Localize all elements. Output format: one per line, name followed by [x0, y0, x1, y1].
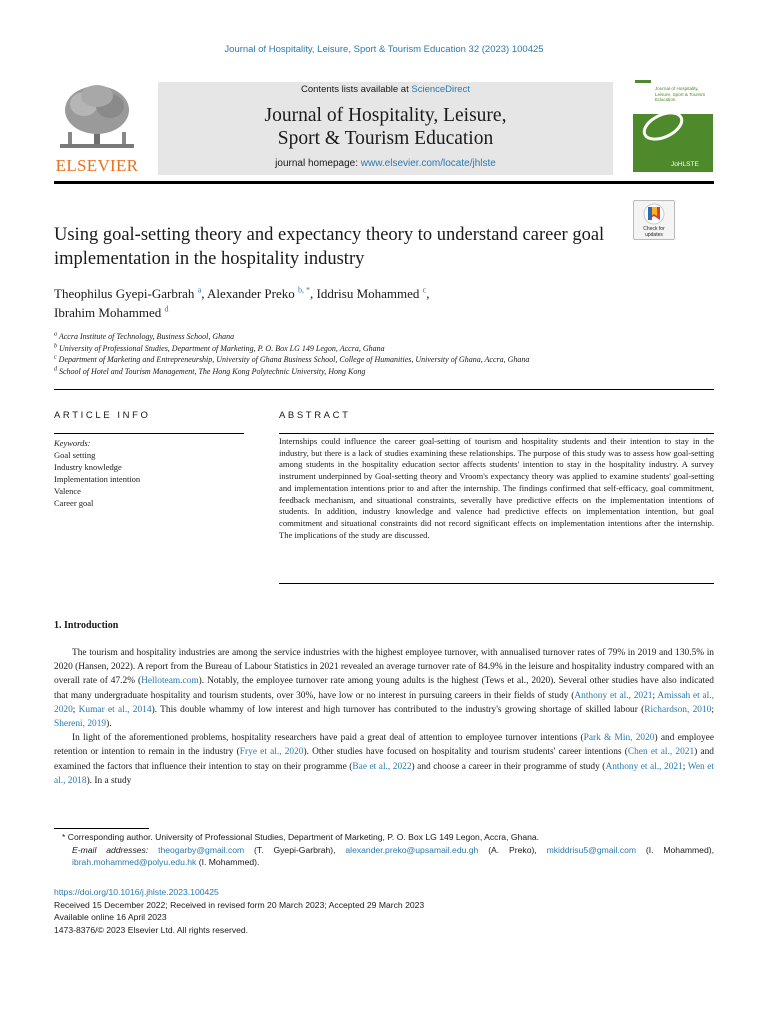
abstract-text: Internships could influence the career goal-setting of tourism and hospitality students and their intention to stay in the industry, but there is a lack of studies examining these relationships. The purpose of this study was to assess how goal-setting among students in the hospitality education sector affects students' intention to stay in the hospitality industry. A survey instrument underpinned by Goal-setting theory and Vroom's expectancy theory was applied to examine students' goal-setting and implementation intentions prior to and after the internship. The findings confirmed that self-efficacy, goal commitment, feedback mechanism, and situational constraints, severally have predictive effects on the implementation intentions of students. In addition, industry knowledge and valence had predictive effects on implementation intention, but goal commitment and situational constraints did not record significant effects on implementation intentions after the internship. The implications of the study are discussed.	[279, 436, 714, 540]
author-affiliation-marker[interactable]: a	[197, 285, 202, 295]
email-label: E-mail addresses:	[72, 844, 159, 855]
affiliation-text: Department of Marketing and Entrepreneurship, University of Ghana Business School, College of Humanities, University of Ghana, Accra, Ghana	[58, 355, 530, 364]
author-affiliation-marker[interactable]: d	[164, 304, 169, 314]
citation-link[interactable]: Anthony et al., 2021	[605, 761, 683, 772]
affiliation-item	[54, 354, 654, 366]
affiliation-key: a	[54, 331, 57, 338]
affiliation-item	[54, 331, 654, 343]
available-online: Available online 16 April 2023	[54, 912, 167, 923]
affiliation-text: Accra Institute of Technology, Business School, Ghana	[58, 332, 235, 341]
affiliation-rule	[54, 389, 714, 390]
citation-link[interactable]: Park & Min, 2020	[583, 733, 655, 744]
affiliation-item	[54, 343, 654, 355]
email-link[interactable]: theogarby@gmail.com	[158, 844, 245, 855]
keyword-item: Career goal	[54, 498, 94, 508]
received-dates: Received 15 December 2022; Received in revised form 20 March 2023; Accepted 29 March 2023	[54, 899, 425, 910]
copyright: 1473-8376/© 2023 Elsevier Ltd. All rights reserved.	[54, 924, 249, 935]
email-link[interactable]: mkiddrisu5@gmail.com	[546, 844, 637, 855]
citation-link[interactable]: Amissah et al., 2020	[54, 690, 714, 715]
email-link[interactable]: ibrah.mohammed@polyu.edu.hk	[72, 857, 197, 868]
keyword-item: Valence	[54, 486, 81, 496]
citation-link[interactable]: Shereni, 2019	[54, 719, 107, 730]
elsevier-wordmark: ELSEVIER	[55, 156, 139, 175]
author-list: Theophilus Gyepi-Garbrah $^a$, Alexander Preko $^{b, *}$, Iddrisu Mohammed $^c$, Ibrahim Mohammed $^d$	[54, 285, 430, 320]
article-title: Using goal-setting theory and expectancy theory to understand career goal implementation in the hospitality industry	[54, 225, 605, 269]
journal-citation[interactable]: Journal of Hospitality, Leisure, Sport & Tourism Education 32 (2023) 100425	[224, 44, 544, 55]
check-updates-icon	[634, 201, 674, 227]
contents-line	[158, 84, 613, 95]
journal-homepage-link[interactable]: www.elsevier.com/locate/jhlste	[360, 158, 496, 169]
footnote-rule	[54, 828, 149, 829]
citation-link[interactable]: Bae et al., 2022	[352, 761, 412, 772]
keyword-item: Goal setting	[54, 450, 96, 460]
introduction-paragraph-1: The tourism and hospitality industries are among the service industries with the highest employee turnover, with annualised turnover rates of 79% in 2019 and 130.5% in 2020 (Hansen, 2022). A report from the Bureau of Labour Statistics in 2021 revealed an average turnover rate of 84.9% in the leisure and hospitality industry compared with an overall rate of 47.2% (Helloteam.com). Notably, the employee turnover rate among young adults is the highest (Tews et al., 2020). Several other studies have also indicated that many undergraduate hospitality and tourism students, over 30%, have low or no interest in pursuing careers in their fields of study (Anthony et al., 2021; Amissah et al., 2020; Kumar et al., 2014). This double whammy of low interest and high turnover has contributed to the industry's growing shortage of skilled labour (Richardson, 2010; Shereni, 2019).	[54, 648, 714, 730]
email-link[interactable]: alexander.preko@upsamail.edu.gh	[345, 844, 479, 855]
homepage-prefix: journal homepage:	[275, 158, 361, 169]
author-name: Ibrahim Mohammed	[54, 305, 162, 320]
author-affiliation-marker[interactable]: b, *	[298, 285, 311, 295]
citation-link[interactable]: Kumar et al., 2014	[78, 704, 152, 715]
elsevier-tree-icon	[54, 80, 140, 152]
journal-title-line1: Journal of Hospitality, Leisure,	[264, 105, 507, 126]
article-info-rule	[54, 433, 244, 434]
journal-title-line2: Sport & Tourism Education	[277, 128, 494, 149]
affiliation-text: University of Professional Studies, Department of Marketing, P. O. Box LG 149 Legon, Accra, Ghana	[59, 343, 385, 353]
affiliation-key: c	[54, 354, 57, 361]
keyword-item: Implementation intention	[54, 474, 141, 484]
sciencedirect-link[interactable]: ScienceDirect	[411, 84, 470, 95]
email-addresses: E-mail addresses: theogarby@gmail.com (T. Gyepi-Garbrah), alexander.preko@upsamail.edu.gh (A. Preko), mkiddrisu5@gmail.com (I. Mohammed), ibrah.mohammed@polyu.edu.hk (I. Mohammed).	[72, 844, 714, 868]
author-name: Iddrisu Mohammed	[316, 286, 420, 301]
header-rule	[54, 181, 714, 184]
affiliation-key: b	[54, 342, 57, 349]
citation-link[interactable]: Frye et al., 2020	[239, 747, 304, 758]
corresponding-author-note: * Corresponding author. University of Professional Studies, Department of Marketing, P. O. Box LG 149 Legon, Accra, Ghana.	[62, 832, 540, 842]
introduction-paragraph-2: In light of the aforementioned problems, hospitality researchers have paid a great deal of attention to employee turnover intentions (Park & Min, 2020) and employee retention or intention to remain in the industry (Frye et al., 2020). Other studies have focused on hospitality and tourism students' career intentions (Chen et al., 2021) and examined the factors that influence their intention to stay on their programme (Bae et al., 2022) and choose a career in their programme of study (Anthony et al., 2021; Wen et al., 2018). In a study	[54, 733, 715, 786]
contents-prefix: Contents lists available at	[301, 84, 412, 95]
author-name: Alexander Preko	[207, 286, 295, 301]
journal-cover-thumbnail[interactable]	[633, 74, 713, 172]
doi-link[interactable]: https://doi.org/10.1016/j.jhlste.2023.100425	[54, 887, 219, 897]
author-affiliation-marker[interactable]: c	[422, 285, 427, 295]
footnotes	[54, 831, 714, 869]
keywords-block	[54, 437, 244, 509]
abstract-rule	[279, 433, 714, 434]
cover-title: Journal of Hospitality, Leisure, Sport & Tourism Education	[655, 86, 706, 102]
check-for-updates-button[interactable]	[633, 200, 675, 240]
affiliation-list	[54, 331, 654, 377]
journal-banner	[158, 82, 613, 175]
abstract-heading: ABSTRACT	[279, 410, 351, 421]
cover-swirl-icon	[633, 74, 713, 172]
keyword-item: Industry knowledge	[54, 462, 122, 472]
publication-info	[54, 886, 714, 936]
citation-link[interactable]: Helloteam.com	[141, 676, 199, 687]
introduction-heading: 1. Introduction	[54, 620, 119, 631]
check-updates-label: Check for updates	[643, 226, 665, 238]
citation-link[interactable]: Chen et al., 2021	[627, 747, 695, 758]
abstract-bottom-rule	[279, 583, 714, 584]
keywords-label: Keywords:	[54, 438, 91, 448]
citation-link[interactable]: Wen et al., 2018	[54, 761, 714, 786]
article-info-heading: ARTICLE INFO	[54, 410, 151, 421]
introduction-body	[54, 646, 714, 788]
cover-abbrev: JoHLSTE	[671, 161, 699, 168]
citation-link[interactable]: Anthony et al., 2021	[574, 690, 653, 701]
journal-title	[158, 104, 613, 150]
affiliation-text: School of Hotel and Tourism Management, The Hong Kong Polytechnic University, Hong Kong	[59, 366, 366, 376]
author-name: Theophilus Gyepi-Garbrah	[54, 286, 195, 301]
keyword-list	[54, 449, 244, 509]
citation-link[interactable]: Richardson, 2010	[644, 704, 712, 715]
homepage-line	[158, 158, 613, 169]
elsevier-logo	[54, 80, 140, 176]
affiliation-item	[54, 366, 654, 378]
affiliation-key: d	[54, 365, 57, 372]
